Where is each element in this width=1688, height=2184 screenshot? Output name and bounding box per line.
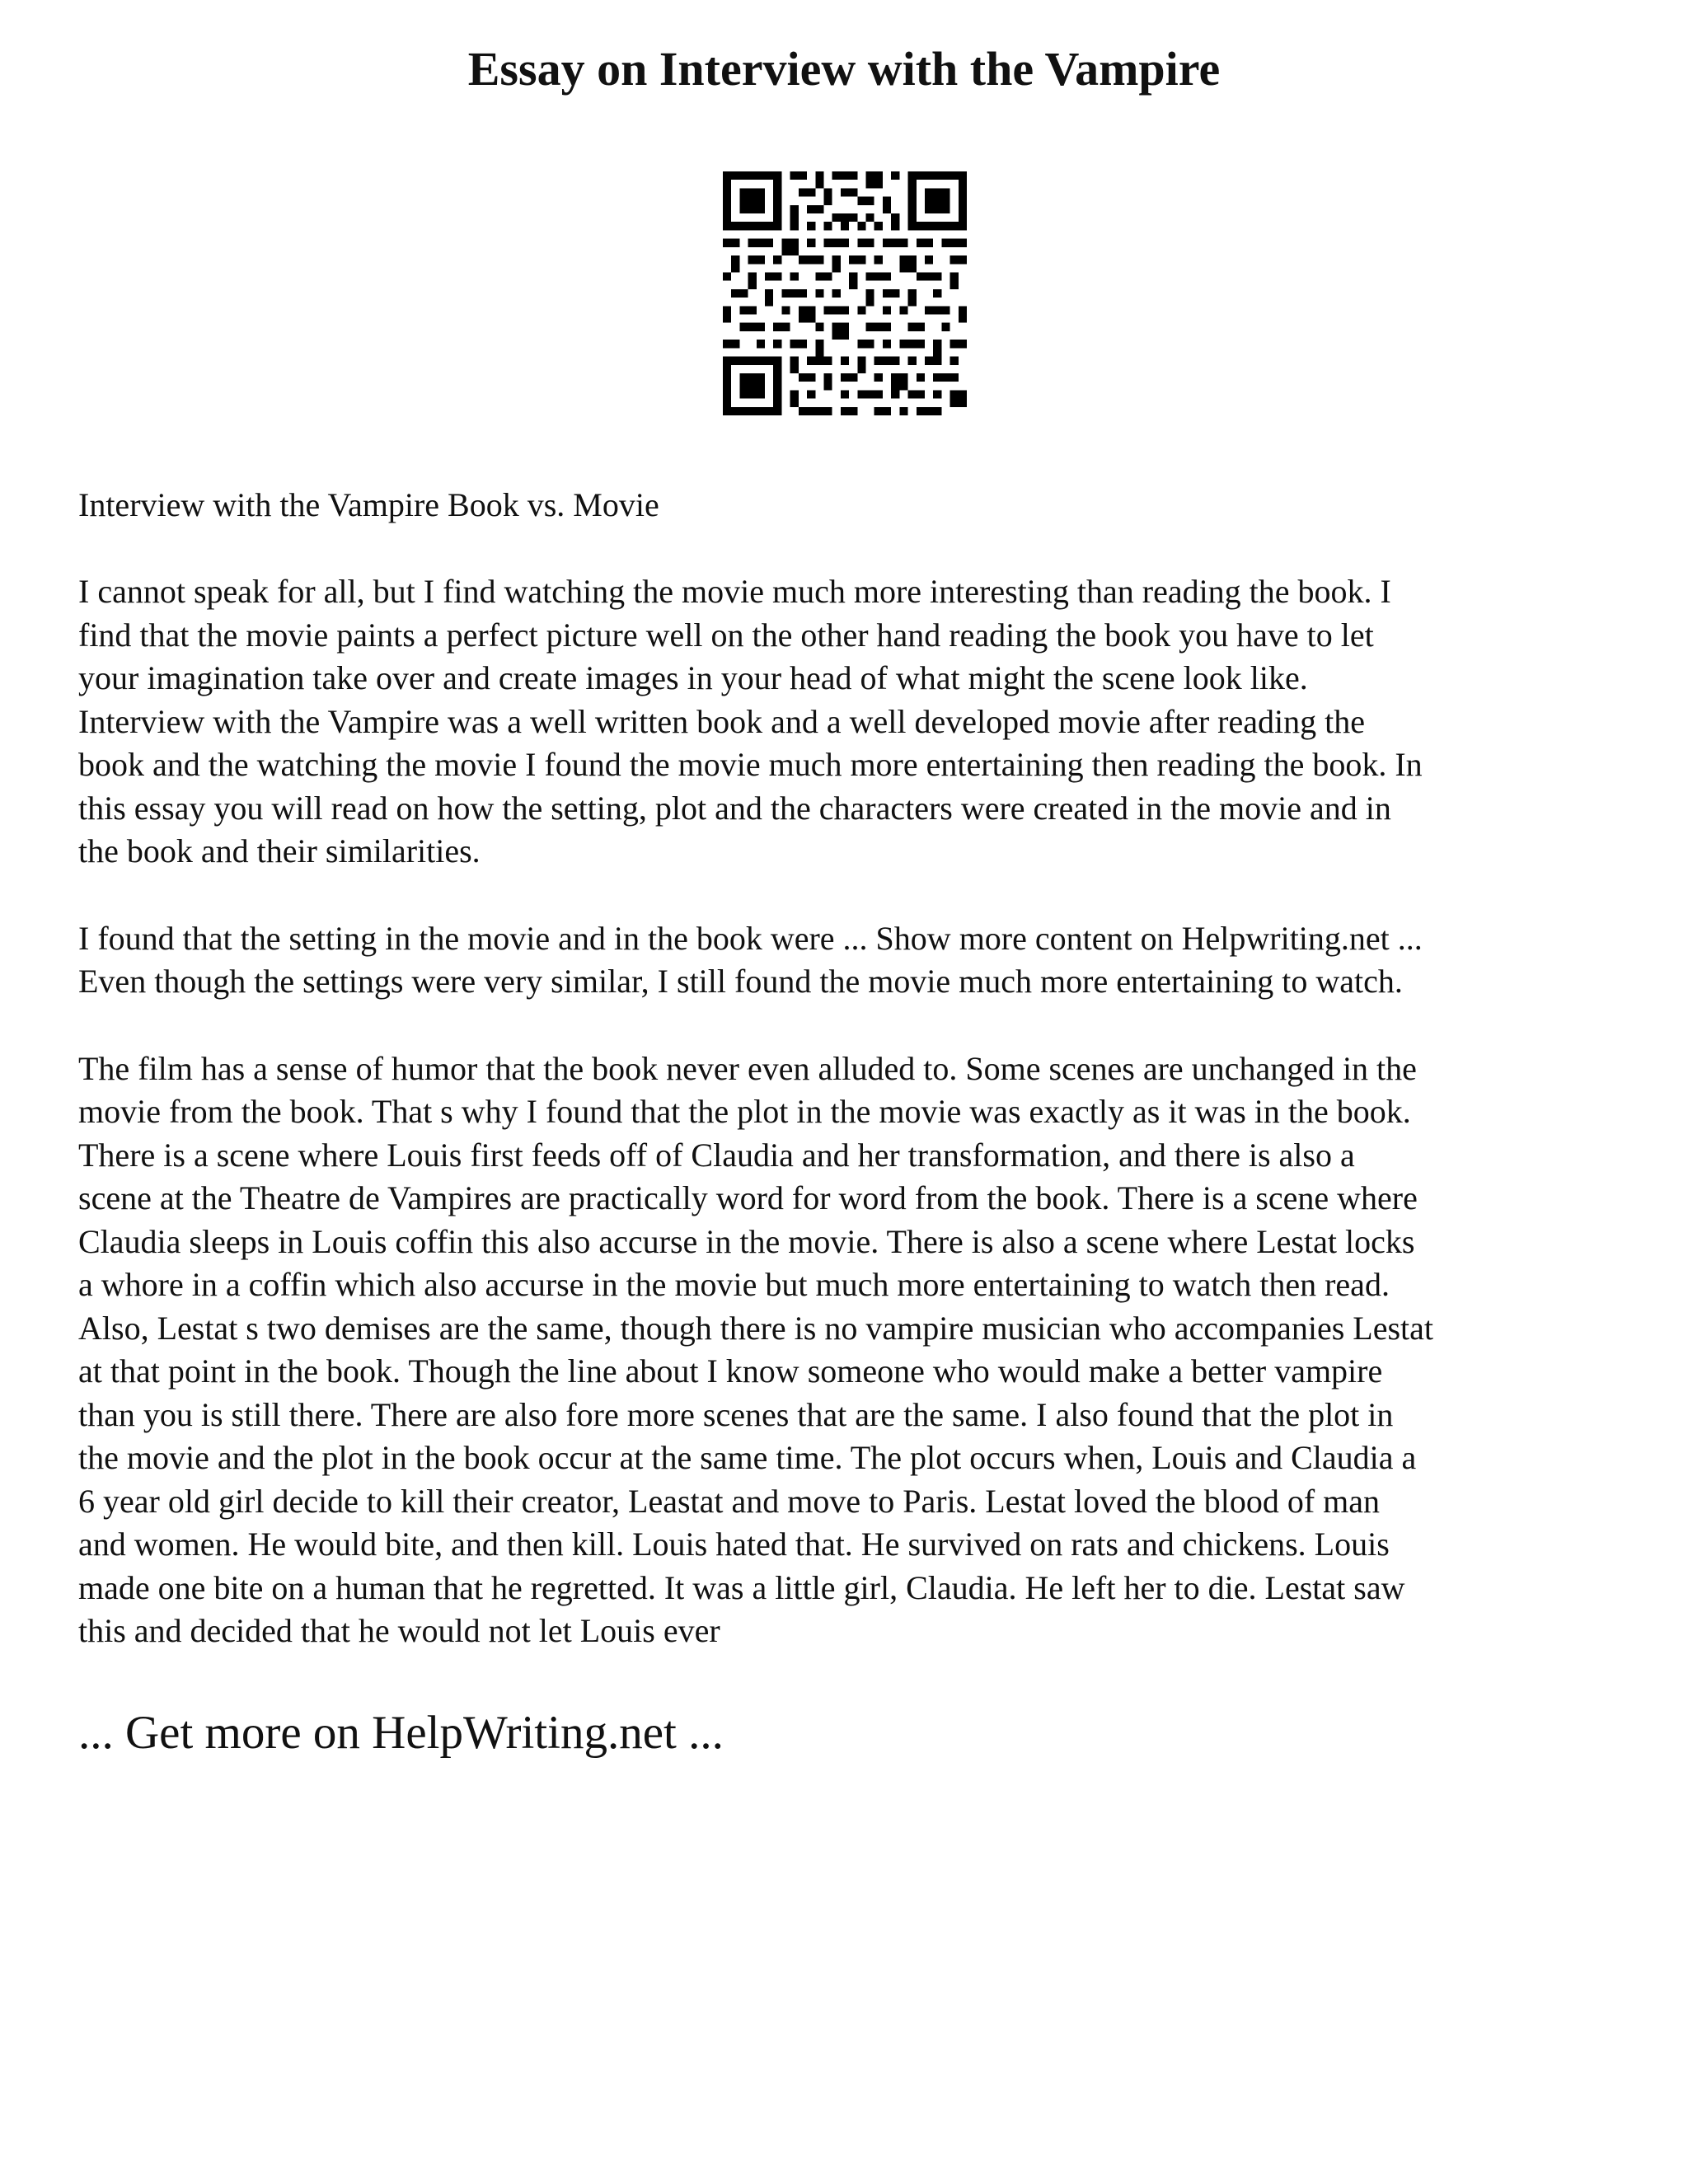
paragraph-introduction: I cannot speak for all, but I find watching the movie much more interesting than reading the book. I find that the movie paints a perfect picture well on the other hand reading the book you have to let your imagination take over and create images in your head of what might the scene look like. Interview with the Vampire was a well written book and a well developed movie after reading the book and the watching the movie I found the movie much more entertaining then reading the book. In this essay you will read on how the setting, plot and the characters were created in the movie and in the book and their similarities. [78, 573, 1423, 869]
document-title: Essay on Interview with the Vampire [467, 42, 1221, 96]
essay-body [78, 483, 1636, 1697]
essay-subtitle: Interview with the Vampire Book vs. Movie [78, 486, 659, 523]
get-more-link[interactable]: ... Get more on HelpWriting.net ... [78, 1707, 724, 1759]
paragraph-setting: I found that the setting in the movie and in the book were ... Show more content on Helpwriting.net ... Even though the settings were very similar, I still found the movie much more entertaining to watch. [78, 919, 1423, 1000]
paragraph-plot: The film has a sense of humor that the book never even alluded to. Some scenes are unchanged in the movie from the book. That s why I found that the plot in the movie was exactly as it was in the book. There is a scene where Louis first feeds off of Claudia and her transformation, and there is also a scene at the Theatre de Vampires are practically word for word from the book. There is a scene where Claudia sleeps in Louis coffin this also accurse in the movie. There is also a scene where Lestat locks a whore in a coffin which also accurse in the movie but much more entertaining to watch then read. Also, Lestat s two demises are the same, though there is no vampire musician who accompanies Lestat at that point in the book. Though the line about I know someone who would make a better vampire than you is still there. There are also fore more scenes that are the same. I also found that the plot in the movie and the plot in the book occur at the same time. The plot occurs when, Louis and Claudia a 6 year old girl decide to kill their creator, Leastat and move to Paris. Lestat loved the blood of man and women. He would bite, and then kill. Louis hated that. He survived on rats and chickens. Louis made one bite on a human that he regretted. It was a little girl, Claudia. He left her to die. Lestat saw this and decided that he would not let Louis ever [78, 1049, 1434, 1649]
qr-code-icon [723, 171, 967, 415]
